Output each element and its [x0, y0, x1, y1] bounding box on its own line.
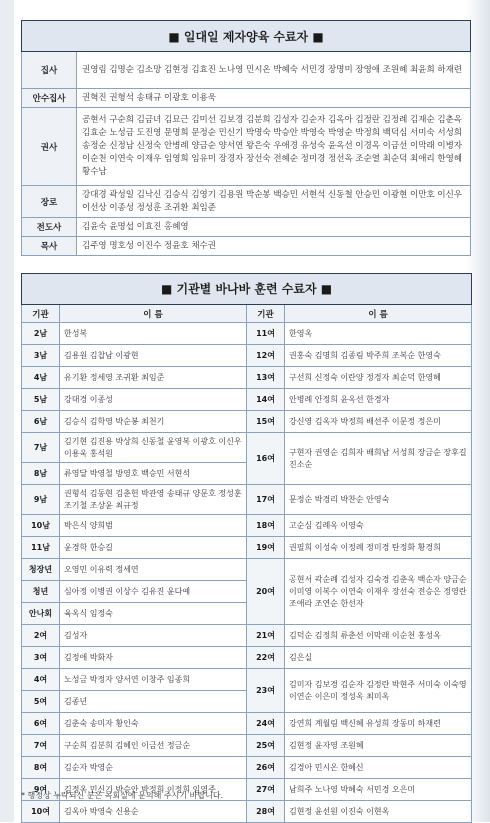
name-list: 김승식 김학영 박순봉 최천기 [60, 411, 247, 433]
gen-label: 8남 [22, 463, 60, 485]
gen-label: 3남 [22, 345, 60, 367]
gen-label: 8여 [22, 757, 60, 779]
name-list: 고순심 김례옥 이영숙 [285, 515, 472, 537]
footnote: * 행정상 누락되신 분은 목회실에 문의해 주시기 바랍니다. [21, 791, 224, 800]
table-row [22, 647, 472, 669]
name-list: 김미자 김보경 김순자 김정란 박현주 서미숙 이숙영 이연순 이은미 정성옥 최미옥 [285, 669, 472, 713]
name-list: 김용원 김찹남 이광현 [60, 345, 247, 367]
name-list: 김주영 명호성 이진수 정윤호 채수권 [77, 237, 471, 256]
name-list: 김옥아 박영숙 신용순 [60, 801, 247, 823]
gen-label: 15여 [247, 411, 285, 433]
name-list: 안병례 안정희 윤옥선 한경자 [285, 389, 472, 411]
name-list: 심아정 이병권 이상수 김유진 윤다예 [60, 581, 247, 603]
table-row [22, 801, 472, 823]
name-list: 강신영 김옥자 박정희 배선주 이문정 정은미 [285, 411, 472, 433]
table-row [22, 669, 472, 691]
gen-label: 24여 [247, 713, 285, 735]
name-list: 김정옥 민신기 박승안 박정희 이정희 임영주 [60, 779, 247, 801]
role-label: 전도사 [22, 218, 77, 237]
gen-label: 17여 [247, 485, 285, 515]
gen-label: 5남 [22, 389, 60, 411]
gen-label: 23여 [247, 669, 285, 713]
gen-label: 25여 [247, 735, 285, 757]
header-names-right: 이 름 [285, 305, 472, 323]
table-row [22, 625, 472, 647]
barnabas-table-title: ■ 기관별 바나바 훈련 수료자 ■ [22, 274, 472, 305]
gen-label: 16여 [247, 433, 285, 485]
name-list: 김정애 박화자 [60, 647, 247, 669]
name-list: 유기환 정세영 조귀환 최임준 [60, 367, 247, 389]
left-margin-strip [0, 0, 14, 822]
name-list: 김은실 [285, 647, 472, 669]
name-list: 김기현 김진용 박상희 신동철 윤영복 이광호 이신우 이용욱 홍석원 [60, 433, 247, 463]
gen-label: 11남 [22, 537, 60, 559]
gen-label: 20여 [247, 559, 285, 625]
gen-label: 10여 [22, 801, 60, 823]
name-list: 김순자 박영순 [60, 757, 247, 779]
gen-label: 22여 [247, 647, 285, 669]
name-list: 권필희 이성숙 이정례 정미경 탄정화 황경희 [285, 537, 472, 559]
name-list: 권형석 김동현 김춘헌 박관영 송태규 양문호 정성훈 조기철 조상윤 최규정 [60, 485, 247, 515]
gen-label: 4여 [22, 669, 60, 691]
table-body [22, 323, 472, 823]
gen-label: 청장년 [22, 559, 60, 581]
table-row [22, 433, 472, 463]
gen-label: 18여 [247, 515, 285, 537]
gen-label: 14여 [247, 389, 285, 411]
gen-label: 6여 [22, 713, 60, 735]
name-list: 류영달 박영철 방영호 백승민 서현석 [60, 463, 247, 485]
gen-label: 12여 [247, 345, 285, 367]
table-row [22, 485, 472, 515]
table-header-row [22, 305, 472, 323]
name-list: 권홍숙 김명희 김종림 박주희 조복순 한영숙 [285, 345, 472, 367]
table-row [22, 713, 472, 735]
name-list: 한영옥 [285, 323, 472, 345]
gen-label: 6남 [22, 411, 60, 433]
gen-label: 19여 [247, 537, 285, 559]
name-list: 김종년 [60, 691, 247, 713]
name-list: 강대경 곽성일 김낙신 김승식 김영기 김용원 박순봉 백승민 서현석 신동철 안승민 이광현 이만호 이신우 이선상 이종성 정성훈 조귀환 최임준 [77, 186, 471, 218]
gen-label: 13여 [247, 367, 285, 389]
gen-label: 11여 [247, 323, 285, 345]
gen-label: 26여 [247, 757, 285, 779]
gen-label: 28여 [247, 801, 285, 823]
gen-label: 3여 [22, 647, 60, 669]
discipleship-graduates-table [21, 20, 471, 256]
name-list: 구현자 권영순 김희자 배희남 서성희 장금순 장후길 진소순 [285, 433, 472, 485]
name-list: 윤경학 한승길 [60, 537, 247, 559]
name-list: 김윤숙 윤명섭 이효진 홍혜영 [77, 218, 471, 237]
header-gen-right: 기관 [247, 305, 285, 323]
table-row [22, 515, 472, 537]
name-list: 공현서 구순희 김금녀 김묘근 김미선 김보경 김분희 김성자 김순자 김옥아 김정란 김정례 김재순 김춘옥 김효순 노성금 도진영 문명희 문정순 민신기 박명숙 박승안 박영숙 박영순 박정희 백덕심 서미숙 서성희 송정순 신정남 신정숙 안병례 양금순 양서연 왕은숙 우애경 유성숙 윤옥선 이경옥 이금선 이막래 이병자 이순천 이연숙 이재우 임영희 임유미 장경자 장선숙 전혜순 정미경 정선옥 조순열 최순덕 최애리 한영혜 황수남 [77, 108, 471, 186]
name-list: 공현서 곽순례 김성자 김숙경 김춘옥 백순자 양금순 이미영 이복수 이연숙 이재우 장선숙 전승은 정영란 조애라 조연순 한선자 [285, 559, 472, 625]
gen-label: 7남 [22, 433, 60, 463]
name-list: 김현정 윤선원 이진숙 이현옥 [285, 801, 472, 823]
name-list: 육옥식 임정숙 [60, 603, 247, 625]
name-list: 강연희 계월림 백신혜 유성희 장동미 하재련 [285, 713, 472, 735]
table-row [22, 389, 472, 411]
gen-label: 9남 [22, 485, 60, 515]
name-list: 노성금 박정자 양서연 이창주 임종희 [60, 669, 247, 691]
table-row [22, 735, 472, 757]
name-list: 남희주 노나영 박혜숙 서민경 오은미 [285, 779, 472, 801]
gen-label: 10남 [22, 515, 60, 537]
table-row [22, 323, 472, 345]
table-row [22, 218, 471, 237]
gen-label: 27여 [247, 779, 285, 801]
table-row [22, 237, 471, 256]
table-row [22, 411, 472, 433]
name-list: 강대경 이종성 [60, 389, 247, 411]
gen-label: 21여 [247, 625, 285, 647]
table-row [22, 186, 471, 218]
gen-label: 5여 [22, 691, 60, 713]
name-list: 권영림 김명순 김소망 김현정 김효진 노나영 민시온 박혜숙 서민경 장명미 장영애 조원혜 최윤희 하재련 [77, 52, 471, 89]
name-list: 김덕순 김정희 류춘선 이막래 이순천 홍성옥 [285, 625, 472, 647]
name-list: 오영민 이유력 정세연 [60, 559, 247, 581]
table-row [22, 559, 472, 581]
header-gen-left: 기관 [22, 305, 60, 323]
gen-label: 안나회 [22, 603, 60, 625]
name-list: 권혁진 권형석 송태규 이광호 이용욱 [77, 89, 471, 108]
name-list: 구순희 김분희 김혜인 이금선 정금순 [60, 735, 247, 757]
gen-label: 9여 [22, 779, 60, 801]
role-label: 안수집사 [22, 89, 77, 108]
name-list: 김경아 민시온 한혜신 [285, 757, 472, 779]
gen-label: 4남 [22, 367, 60, 389]
role-label: 장로 [22, 186, 77, 218]
role-label: 집사 [22, 52, 77, 89]
gen-label: 청년 [22, 581, 60, 603]
table-row [22, 757, 472, 779]
name-list: 김춘숙 송미자 황인숙 [60, 713, 247, 735]
gen-label: 2여 [22, 625, 60, 647]
name-list: 박은식 양희범 [60, 515, 247, 537]
table-row [22, 345, 472, 367]
gen-label: 7여 [22, 735, 60, 757]
gen-label: 2남 [22, 323, 60, 345]
table-row [22, 108, 471, 186]
role-label: 목사 [22, 237, 77, 256]
name-list: 구선희 신정숙 이란양 정경자 최순덕 한영혜 [285, 367, 472, 389]
table-row [22, 89, 471, 108]
name-list: 김현정 윤자영 조원혜 [285, 735, 472, 757]
table-row [22, 537, 472, 559]
name-list: 김성자 [60, 625, 247, 647]
table-row [22, 367, 472, 389]
table-row [22, 52, 471, 89]
barnabas-graduates-table [21, 273, 472, 823]
discipleship-table-title: ■ 일대일 제자양육 수료자 ■ [22, 21, 471, 52]
header-names-left: 이 름 [60, 305, 247, 323]
role-label: 권사 [22, 108, 77, 186]
name-list: 한성복 [60, 323, 247, 345]
name-list: 문정순 박경리 박찬순 안영숙 [285, 485, 472, 515]
